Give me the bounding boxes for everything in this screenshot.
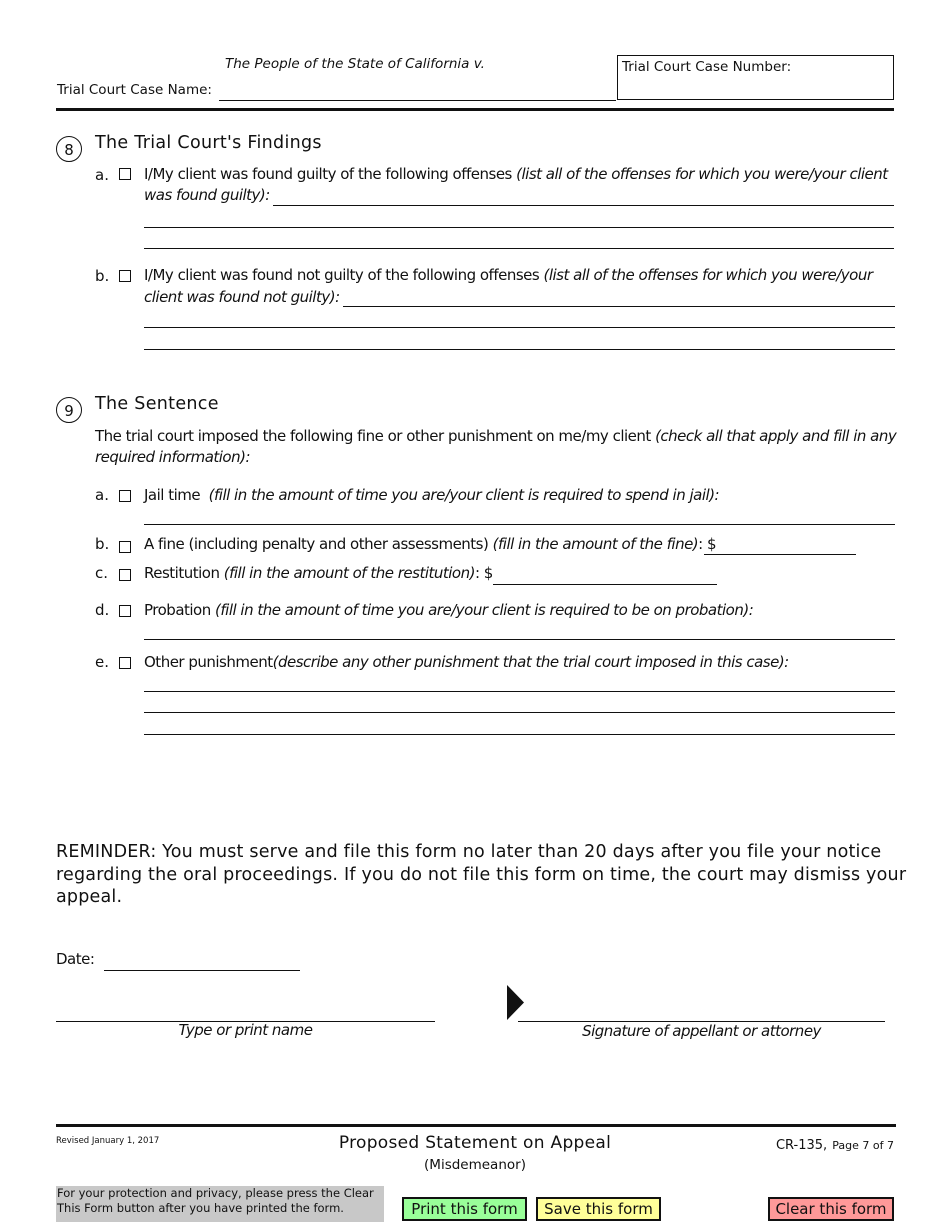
case-number-label: Trial Court Case Number: xyxy=(622,59,792,75)
jail-time-checkbox[interactable] xyxy=(119,490,131,502)
fine-dollar: : $ xyxy=(698,535,717,553)
probation-label: Probation xyxy=(144,601,211,619)
sentence-intro-lead: The trial court imposed the following fine or other punishment on me/my client xyxy=(95,427,651,445)
not-guilty-checkbox[interactable] xyxy=(119,270,131,282)
other-punishment-line-1[interactable] xyxy=(144,691,895,692)
fine-text xyxy=(144,535,716,553)
people-caption: The People of the State of California v. xyxy=(225,56,485,72)
not-guilty-offenses-line-2[interactable] xyxy=(144,327,895,328)
probation-field[interactable] xyxy=(144,639,895,640)
section-8-number: 8 xyxy=(56,136,82,162)
case-name-label: Trial Court Case Name: xyxy=(57,82,212,98)
reminder-notice xyxy=(56,841,906,909)
not-guilty-text xyxy=(144,266,873,284)
jail-time-field[interactable] xyxy=(144,524,895,525)
form-code: CR-135, xyxy=(775,1138,828,1153)
reminder-line-2: regarding the oral proceedings. If you do not file this form on time, the court may dismiss your xyxy=(56,864,907,885)
section-9-number: 9 xyxy=(56,397,82,423)
sentence-intro-italic: (check all that apply and fill in any xyxy=(655,427,897,445)
not-guilty-text-italic-2: client was found not guilty): xyxy=(144,288,340,306)
jail-time-text xyxy=(144,486,719,504)
other-punishment-label: Other punishment xyxy=(144,653,273,671)
not-guilty-text-lead: I/My client was found not guilty of the following offenses xyxy=(144,266,540,284)
guilty-offenses-line-1[interactable] xyxy=(273,205,894,206)
probation-text xyxy=(144,601,753,619)
guilty-text-lead: I/My client was found guilty of the following offenses xyxy=(144,165,512,183)
probation-instructions: (fill in the amount of time you are/your client is required to be on probation): xyxy=(215,601,754,619)
section-9b-letter: b. xyxy=(95,535,110,553)
date-field[interactable] xyxy=(104,970,300,971)
case-name-field[interactable] xyxy=(219,100,616,101)
section-9e-letter: e. xyxy=(95,653,109,671)
date-label: Date: xyxy=(56,950,95,968)
fine-checkbox[interactable] xyxy=(119,541,131,553)
other-punishment-line-2[interactable] xyxy=(144,712,895,713)
restitution-label: Restitution xyxy=(144,564,220,582)
probation-checkbox[interactable] xyxy=(119,605,131,617)
guilty-text-italic: (list all of the offenses for which you were/your client xyxy=(516,165,888,183)
restitution-dollar: : $ xyxy=(474,564,493,582)
section-9d-letter: d. xyxy=(95,601,110,619)
page-number: Page 7 of 7 xyxy=(832,1139,894,1152)
not-guilty-text-italic: (list all of the offenses for which you were/your xyxy=(543,266,873,284)
privacy-line-1: For your protection and privacy, please press the Clear xyxy=(57,1186,374,1200)
section-8-title: The Trial Court's Findings xyxy=(95,133,322,153)
not-guilty-offenses-line-1[interactable] xyxy=(343,306,895,307)
restitution-text xyxy=(144,564,493,582)
restitution-amount-field[interactable] xyxy=(493,584,717,585)
fine-instructions: (fill in the amount of the fine) xyxy=(492,535,699,553)
clear-button[interactable]: Clear this form xyxy=(768,1197,894,1221)
form-subtitle: (Misdemeanor) xyxy=(424,1157,526,1173)
section-8a-letter: a. xyxy=(95,166,109,184)
jail-time-instructions: (fill in the amount of time you are/your client is required to spend in jail): xyxy=(208,486,720,504)
guilty-offenses-line-2[interactable] xyxy=(144,227,894,228)
restitution-checkbox[interactable] xyxy=(119,569,131,581)
privacy-line-2: This Form button after you have printed the form. xyxy=(57,1200,344,1215)
print-name-label: Type or print name xyxy=(178,1021,313,1039)
sentence-intro xyxy=(95,427,896,445)
case-number-box[interactable] xyxy=(617,55,894,100)
signature-label: Signature of appellant or attorney xyxy=(582,1022,821,1040)
other-punishment-instructions: (describe any other punishment that the trial court imposed in this case): xyxy=(272,653,789,671)
guilty-offenses-line-3[interactable] xyxy=(144,248,894,249)
other-punishment-text xyxy=(144,653,789,671)
reminder-line-3: appeal. xyxy=(56,887,123,907)
reminder-line-1: REMINDER: You must serve and file this form no later than 20 days after you file your notice xyxy=(56,842,882,862)
revised-date: Revised January 1, 2017 xyxy=(56,1136,160,1146)
other-punishment-line-3[interactable] xyxy=(144,734,895,735)
header-rule xyxy=(56,108,894,111)
save-button[interactable]: Save this form xyxy=(536,1197,661,1221)
jail-time-label: Jail time xyxy=(144,486,201,504)
sentence-intro-italic-2: required information): xyxy=(95,448,251,466)
print-button[interactable]: Print this form xyxy=(402,1197,527,1221)
guilty-checkbox[interactable] xyxy=(119,168,131,180)
section-9c-letter: c. xyxy=(95,564,109,582)
restitution-instructions: (fill in the amount of the restitution) xyxy=(223,564,475,582)
section-8b-letter: b. xyxy=(95,267,110,285)
section-9-title: The Sentence xyxy=(95,394,219,414)
form-id xyxy=(776,1134,894,1153)
guilty-text-italic-2: was found guilty): xyxy=(144,186,270,204)
guilty-text xyxy=(144,165,888,183)
privacy-notice xyxy=(56,1186,384,1222)
not-guilty-offenses-line-3[interactable] xyxy=(144,349,895,350)
signature-arrow-icon xyxy=(507,985,525,1020)
footer-rule xyxy=(56,1124,896,1127)
section-9a-letter: a. xyxy=(95,486,109,504)
fine-label: A fine (including penalty and other assessments) xyxy=(144,535,489,553)
fine-amount-field[interactable] xyxy=(704,554,856,555)
form-title: Proposed Statement on Appeal xyxy=(338,1133,612,1153)
other-punishment-checkbox[interactable] xyxy=(119,657,131,669)
